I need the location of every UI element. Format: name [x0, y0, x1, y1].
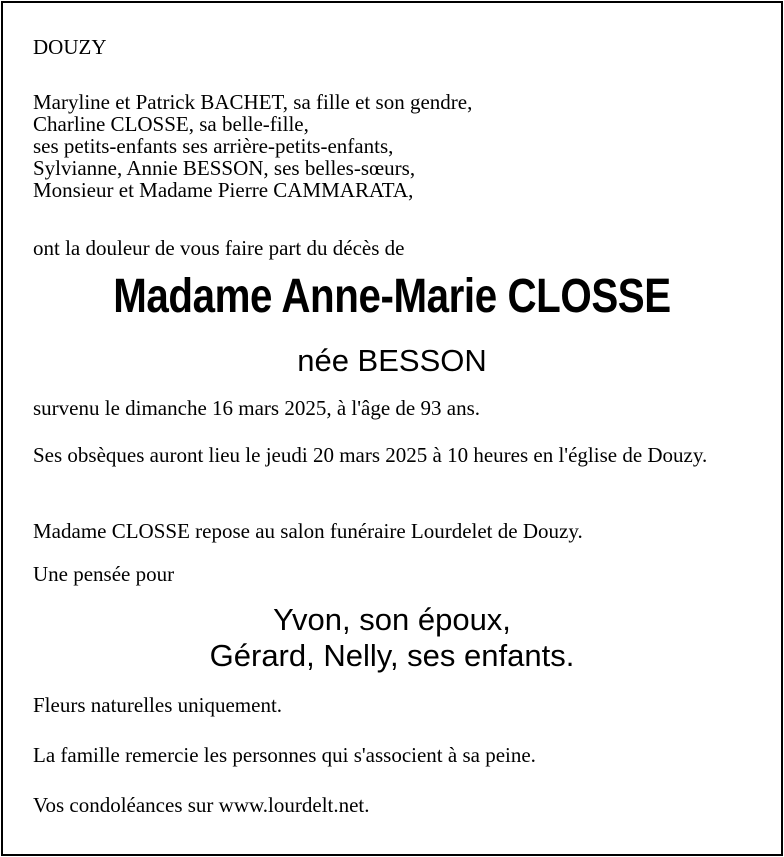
- family-line: ses petits-enfants ses arrière-petits-enfants,: [33, 134, 394, 158]
- flowers-note: Fleurs naturelles uniquement.: [33, 693, 283, 717]
- family-line: Maryline et Patrick BACHET, sa fille et son gendre,: [33, 90, 473, 114]
- death-info: survenu le dimanche 16 mars 2025, à l'âge de 93 ans.: [33, 396, 480, 420]
- thought-line: Yvon, son époux,: [273, 602, 511, 637]
- announcement: ont la douleur de vous faire part du décès de: [33, 236, 405, 260]
- obituary-notice: [1, 1, 783, 856]
- funeral-info: Ses obsèques auront lieu le jeudi 20 mars 2025 à 10 heures en l'église de Douzy.: [33, 443, 708, 467]
- family-list: [33, 91, 761, 201]
- rest-info: Madame CLOSSE repose au salon funéraire Lourdelet de Douzy.: [33, 519, 583, 543]
- condolences-note: Vos condoléances sur www.lourdelt.net.: [33, 793, 370, 817]
- thanks-note: La famille remercie les personnes qui s'associent à sa peine.: [33, 743, 536, 767]
- thought-line: Gérard, Nelly, ses enfants.: [209, 638, 575, 673]
- family-line: Charline CLOSSE, sa belle-fille,: [33, 112, 309, 136]
- thought-intro: Une pensée pour: [33, 562, 175, 586]
- deceased-name: Madame Anne-Marie CLOSSE: [113, 270, 671, 323]
- thoughts-list: [3, 602, 781, 674]
- family-line: Monsieur et Madame Pierre CAMMARATA,: [33, 178, 414, 202]
- maiden-name: née BESSON: [297, 343, 487, 378]
- location: DOUZY: [33, 35, 107, 59]
- family-line: Sylvianne, Annie BESSON, ses belles-sœurs,: [33, 156, 416, 180]
